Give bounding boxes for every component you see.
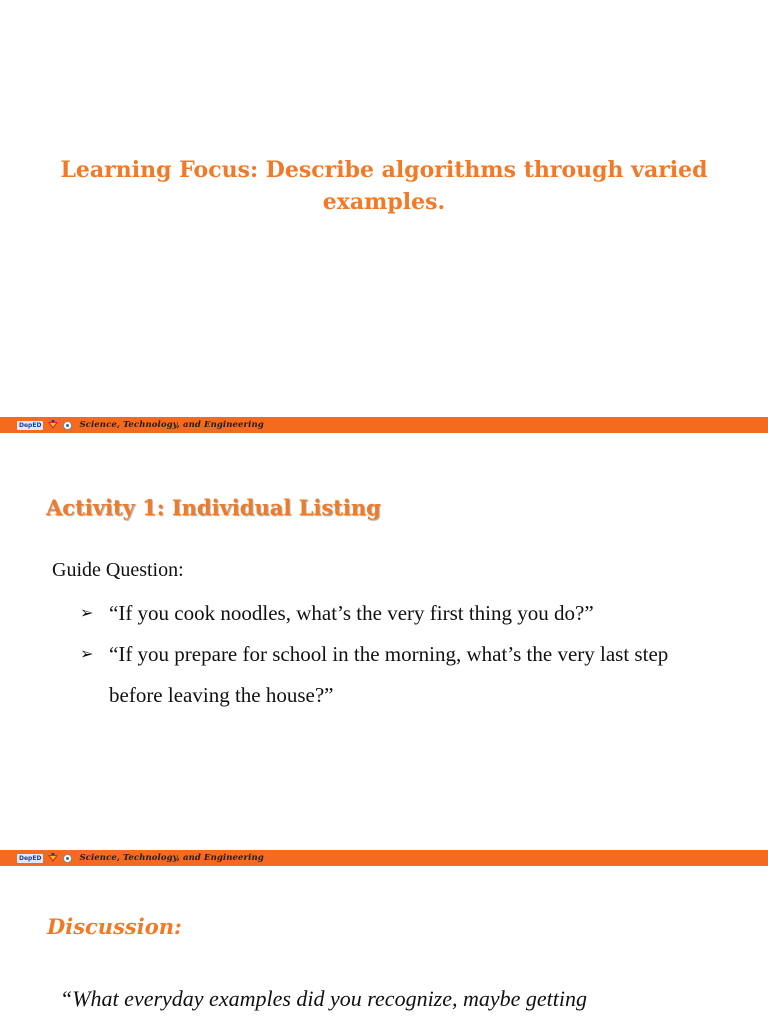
arrow-bullet-icon: ➢ xyxy=(80,605,94,622)
guide-question-text: “If you cook noodles, what’s the very first thing you do?” xyxy=(109,601,594,625)
slide-discussion xyxy=(0,866,768,1024)
deped-logo-icon: DepED xyxy=(19,421,42,429)
bagong-pilipinas-icon xyxy=(47,420,59,430)
slide-activity-1 xyxy=(0,433,768,850)
arrow-bullet-icon: ➢ xyxy=(80,646,94,663)
footer-logos xyxy=(17,420,72,430)
guide-question-label: Guide Question: xyxy=(52,559,184,581)
list-item xyxy=(80,593,700,634)
footer-logos xyxy=(17,853,72,863)
list-item xyxy=(80,634,700,716)
seal-icon xyxy=(63,421,72,430)
slide-learning-focus xyxy=(0,0,768,417)
activity-title: Activity 1: Individual Listing xyxy=(46,495,381,520)
slide-footer-bar xyxy=(0,850,768,866)
learning-focus-title: Learning Focus: Describe algorithms through varied examples. xyxy=(60,157,708,215)
seal-icon xyxy=(63,854,72,863)
footer-course-label: Science, Technology, and Engineering xyxy=(79,853,264,863)
slide-footer-bar xyxy=(0,417,768,433)
discussion-title: Discussion: xyxy=(47,914,182,939)
guide-question-text: “If you prepare for school in the morning, what’s the very last step before leaving the house?” xyxy=(109,642,669,707)
discussion-question: “What everyday examples did you recognize, maybe getting xyxy=(60,986,588,1011)
footer-course-label: Science, Technology, and Engineering xyxy=(79,420,264,430)
deped-logo-icon: DepED xyxy=(19,854,42,862)
bagong-pilipinas-icon xyxy=(47,853,59,863)
guide-question-list xyxy=(80,593,700,716)
